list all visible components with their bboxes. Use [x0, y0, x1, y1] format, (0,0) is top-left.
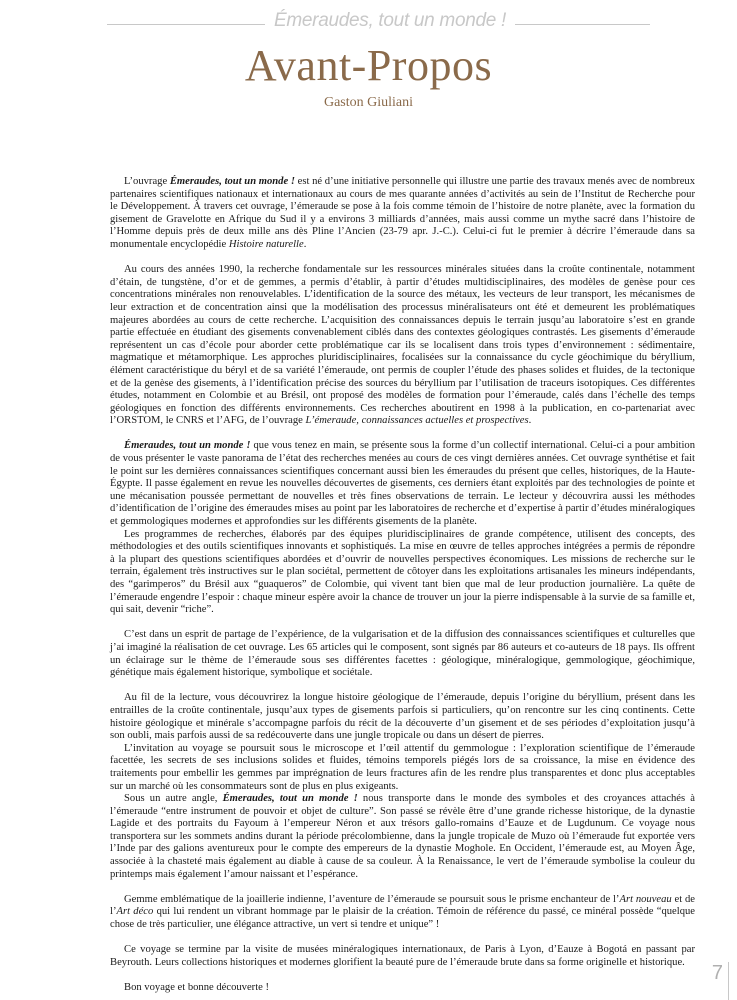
- paragraph-text: Gemme emblématique de la joaillerie indienne, l’aventure de l’émeraude se poursuit sous le prisme enchanteur de l’: [124, 893, 620, 905]
- page-number: 7: [711, 962, 723, 984]
- paragraph: [110, 944, 695, 969]
- italic-text: Art nouveau: [619, 893, 672, 905]
- paragraph-text: Ce voyage se termine par la visite de musées minéralogiques internationaux, de Paris à Lyon, d’Eauze à Bogotá en passant par Beyrouth. Leurs collections historiques et modernes glorifient la beauté pure de l’émeraude brute dans sa forme originelle et historique.: [110, 944, 695, 968]
- series-title: Émeraudes, tout un monde !: [274, 10, 506, 31]
- paragraph: [110, 529, 695, 617]
- paragraph: [110, 894, 695, 932]
- paragraph-text: Bon voyage et bonne découverte !: [124, 982, 270, 993]
- paragraph-text: que vous tenez en main, se présente sous la forme d’un collectif international. Celui-ci a pour ambition de vous présenter le vaste panorama de l’état des recherches menées au cours de ces vingt dernières années. Cet ouvrage synthétise et fait le point sur les dernières connaissances scientifiques concernant aussi bien les émeraudes du présent que celles, historiques, de la Haute-Égypte. Il passe également en revue les nouvelles découvertes de gisements, ces derniers étant exploités par des technologies de pointe et une mécanisation poussée permettant de nouvelles et très fines observations de terrain. Le lecteur y découvrira aussi les méthodes d’identification de l’origine des émeraudes mises au point par les laboratoires de recherche et d’expertise à partir d’études minéralogiques et gemmologiques modernes et approfondies sur les différents gisements de la planète.: [110, 440, 696, 528]
- paragraph: [110, 264, 695, 428]
- italic-text: L’émeraude, connaissances actuelles et prospectives: [305, 415, 529, 427]
- paragraph: [110, 692, 695, 742]
- paragraph-text: C’est dans un esprit de partage de l’expérience, de la vulgarisation et de la diffusion des connaissances scientifiques et culturelles que j’ai imaginé la réalisation de cet ouvrage. Les 65 articles qui le composent, sont signés par 86 auteurs et co-auteurs de 18 pays. Ils offrent un éclairage sur le thème de l’émeraude sous ses différentes facettes : géologique, minéralogique, gemmologique, géochimique, génétique mais également historique, symbolique et sociétale.: [110, 629, 695, 679]
- paragraph-text: nous transporte dans le monde des symboles et des croyances attachés à l’émeraude “entre instrument de pouvoir et objet de culture”. Son passé se révèle être d’une grande richesse historique, de la dynastie Lagide et des portraits du Fayoum à l’empereur Néron et aux trésors gallo-romains d’Eauze et de Lugdunum. Ce voyage nous transportera sur les sommets andins durant la période précolombienne, dans la jungle tropicale de Muzo où l’émeraude fut exportée vers l’Inde par des galions aventureux pour le compte des empereurs de la dynastie Moghole. En Occident, l’émeraude est, au Moyen Âge, associée à la chasteté mais également au diable à cause de sa couleur. À la Renaissance, le vert de l’émeraude symbolise la couleur du printemps mais également l’amour naissant et l’espérance.: [110, 793, 695, 880]
- page-title: Avant-Propos: [244, 41, 493, 90]
- paragraph-text: est né d’une initiative personnelle qui illustre une partie des travaux menés avec de nombreux partenaires scientifiques nationaux et internationaux au cours de mes quarante années d’activités au sein de l’Institut de Recherche pour le Développement. À travers cet ouvrage, l’émeraude se pose à la fois comme témoin de l’histoire de notre planète, avec la formation du gisement de Gravelotte en Afrique du Sud il y a environs 3 milliards d’années, mais aussi comme un mythe sacré dans l’histoire de l’Homme depuis près de deux mille ans dès Pline l’Ancien (23-79 apr. J.-C.). Celui-ci fut le premier à décrire l’émeraude dans sa monumentale encyclopédie: [110, 176, 696, 250]
- header-rule-left: [107, 24, 265, 25]
- paragraph-text: L’invitation au voyage se poursuit sous le microscope et l’œil attentif du gemmologue : l’exploration scientifique de l’émeraude facettée, les secrets de ses inclusions solides et fluides, témoins temporels piégés lors de sa croissance, la mise en évidence des traitements pour embellir les gemmes par imprégnation de leurs fractures afin de les rendre plus transparentes et donc plus acceptables sur un marché où les consommateurs sont de plus en plus exigeants.: [110, 742, 695, 792]
- paragraph: [110, 176, 695, 252]
- paragraph: [110, 982, 695, 995]
- page-number-rule: [728, 962, 729, 1000]
- paragraph-text: qui lui rendent un vibrant hommage par le plaisir de la création. Témoin de référence du passé, ce minéral possède “quelque chose de très particulier, une élégance attractive, un vert si tendre et unique” !: [110, 906, 695, 931]
- paragraph: [110, 629, 695, 679]
- paragraph-text: Au cours des années 1990, la recherche fondamentale sur les ressources minérales situées dans la croûte continentale, notamment d’étain, de tungstène, d’or et de gemmes, a permis d’établir, à partir d’études multidisciplinaires, des modèles de genèse pour ces concentrations minérales non renouvelables. L’identification de la source des métaux, les vecteurs de leur transport, les mécanismes de leur extraction et de concentration ainsi que la modélisation des processus minéralisateurs ont été et demeurent les problématiques majeures abordées au cours de cette recherche. L’acquisition des connaissances depuis le terrain jusqu’au laboratoire s’est en grande partie effectuée en étudiant des gisements convenablement ciblés dans des contextes géologiques contrastés. Les gisements d’émeraude représentent un cas d’école pour aborder cette problématique car ils se localisent dans trois types d’environnement : sédimentaire, magmatique et métamorphique. Les approches pluridisciplinaires, focalisées sur la connaissance du cycle géochimique du béryllium, élément caractéristique du béryl et de sa variété l’émeraude, ont permis de coupler l’étude des phases solides et fluides, de la tectonique et de la genèse des gisements, à l’identification précise des sources du béryllium par l’utilisation de traceurs isotopiques. Ces différentes études, notamment en Colombie et au Brésil, ont proposé des modèles de formation pour l’émeraude, calés dans l’échelle des temps géologiques en fonction des différents environnements. Ces recherches aboutirent en 1998 à la publication, en co-partenariat avec l’ORSTOM, le CNRS et l’AFG, de l’ouvrage: [110, 264, 695, 427]
- book-title-emphasis: Émeraudes, tout un monde !: [222, 793, 358, 805]
- paragraph: [110, 793, 695, 881]
- paragraph-text: Au fil de la lecture, vous découvrirez la longue histoire géologique de l’émeraude, depuis l’origine du béryllium, présent dans les entrailles de la croûte continentale, jusqu’aux types de gisements parfois si particuliers, qu’on rencontre sur les cinq continents. Cette histoire géologique et minérale s’accompagne parfois du récit de la découverte d’un gisement et de ses périodes d’exploitation jusqu’à son oubli, mais parfois aussi de sa redécouverte dans une jungle tropicale ou dans un désert de pierres.: [110, 692, 695, 742]
- header-rule-right: [515, 24, 650, 25]
- paragraph-text: L’ouvrage: [124, 176, 170, 187]
- paragraph-text: .: [528, 415, 532, 427]
- book-title-emphasis: Émeraudes, tout un monde !: [169, 176, 295, 187]
- paragraph-text: Sous un autre angle,: [124, 793, 223, 805]
- paragraph: [110, 440, 695, 528]
- author-name: Gaston Giuliani: [323, 95, 414, 110]
- book-title-emphasis: Émeraudes, tout un monde !: [124, 440, 251, 452]
- italic-text: Histoire naturelle: [228, 238, 304, 250]
- paragraph: [110, 743, 695, 793]
- italic-text: Art déco: [116, 906, 154, 918]
- body-text: [110, 176, 695, 995]
- paragraph-text: .: [303, 238, 307, 250]
- paragraph-text: et de l’: [110, 893, 696, 918]
- paragraph-text: Les programmes de recherches, élaborés par des équipes pluridisciplinaires de grande compétence, utilisent des concepts, des méthodologies et des outils scientifiques innovants et sophistiqués. La mise en œuvre de telles approches intégrées a permis de répondre à la plupart des questions scientifiques abordées et d’ouvrir de nouvelles perspectives économiques. Les missions de recherche sur le terrain, également très instructives sur le plan sociétal, permettent de côtoyer dans les exploitations artisanales les mineurs indépendants, des “garimperos” du Brésil aux “guaqueros” de Colombie, qui vivent tant bien que mal de leur production journalière. La quête de l’émeraude engendre l’espoir : chaque mineur espère avoir la chance de trouver un jour la pierre indispensable à la survie de sa famille et, qui sait, devenir “riche”.: [110, 528, 695, 616]
